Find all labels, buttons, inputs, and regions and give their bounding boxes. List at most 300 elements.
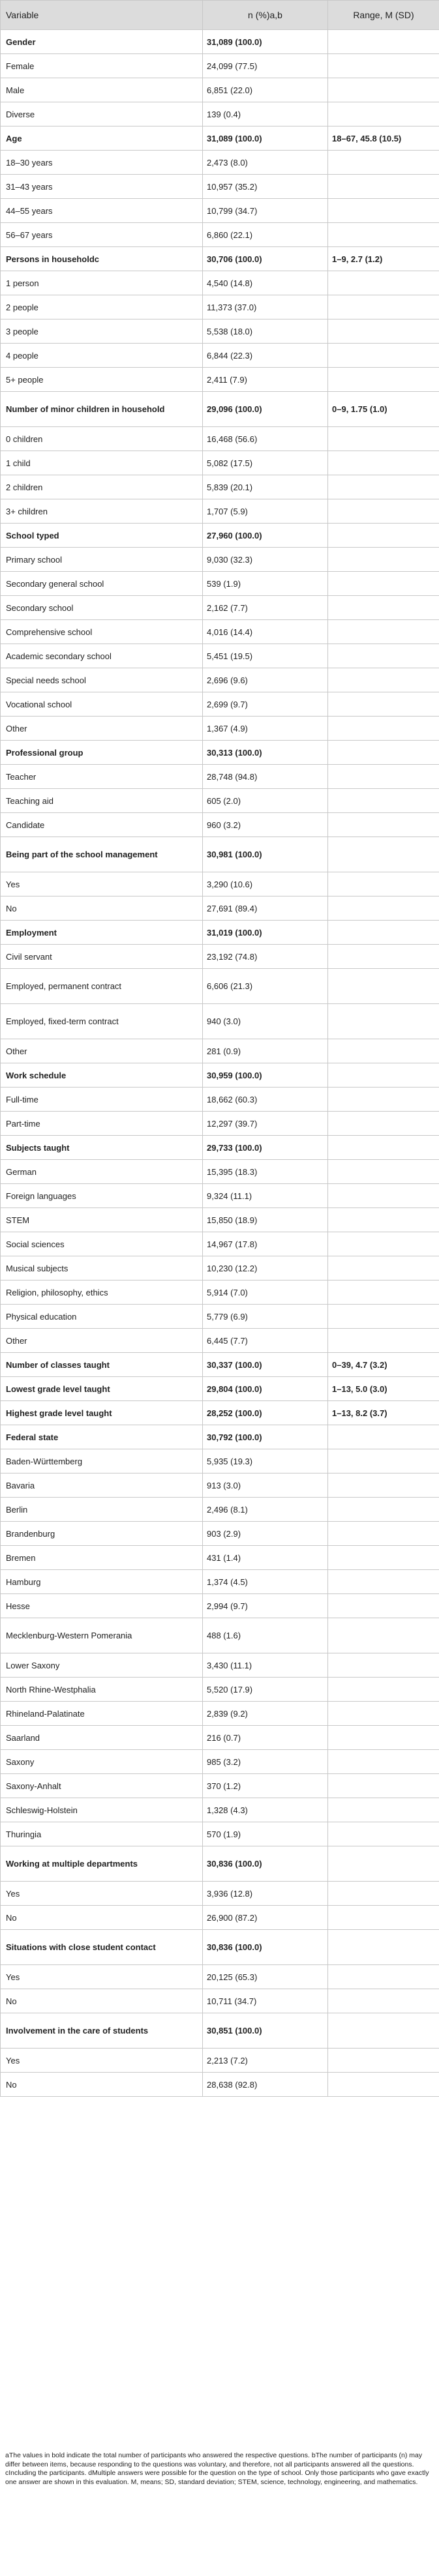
n-percent-cell: 2,696 (9.6)	[203, 668, 328, 692]
n-percent-cell: 30,337 (100.0)	[203, 1353, 328, 1377]
variable-cell: Part-time	[1, 1112, 203, 1136]
variable-cell: Full-time	[1, 1088, 203, 1112]
range-cell	[328, 1473, 439, 1498]
range-cell	[328, 2073, 439, 2097]
n-percent-cell: 5,935 (19.3)	[203, 1449, 328, 1473]
variable-cell: 44–55 years	[1, 199, 203, 223]
n-percent-cell: 31,089 (100.0)	[203, 126, 328, 151]
n-percent-cell: 6,606 (21.3)	[203, 969, 328, 1004]
n-percent-cell: 31,089 (100.0)	[203, 30, 328, 54]
table-row	[1, 1088, 439, 1112]
n-percent-cell: 5,914 (7.0)	[203, 1281, 328, 1305]
variable-cell: Number of minor children in household	[1, 392, 203, 427]
n-percent-cell: 2,839 (9.2)	[203, 1702, 328, 1726]
variable-cell: Diverse	[1, 102, 203, 126]
table-row	[1, 1305, 439, 1329]
range-cell	[328, 1702, 439, 1726]
n-percent-cell: 903 (2.9)	[203, 1522, 328, 1546]
table-row	[1, 1425, 439, 1449]
n-percent-cell: 16,468 (56.6)	[203, 427, 328, 451]
n-percent-cell: 4,016 (14.4)	[203, 620, 328, 644]
variable-cell: 1 person	[1, 271, 203, 295]
range-cell	[328, 1798, 439, 1822]
table-row	[1, 644, 439, 668]
range-cell	[328, 945, 439, 969]
table-row	[1, 1618, 439, 1653]
range-cell	[328, 524, 439, 548]
variable-cell: Federal state	[1, 1425, 203, 1449]
n-percent-cell: 28,638 (92.8)	[203, 2073, 328, 2097]
table-row	[1, 813, 439, 837]
table-row	[1, 126, 439, 151]
n-percent-cell: 2,496 (8.1)	[203, 1498, 328, 1522]
variable-cell: Employment	[1, 921, 203, 945]
n-percent-cell: 985 (3.2)	[203, 1750, 328, 1774]
table-row	[1, 223, 439, 247]
table-row	[1, 451, 439, 475]
n-percent-cell: 2,411 (7.9)	[203, 368, 328, 392]
table-row	[1, 1449, 439, 1473]
range-cell	[328, 151, 439, 175]
n-percent-cell: 5,839 (20.1)	[203, 475, 328, 499]
variable-cell: 18–30 years	[1, 151, 203, 175]
variable-cell: 3+ children	[1, 499, 203, 524]
n-percent-cell: 6,445 (7.7)	[203, 1329, 328, 1353]
table-row	[1, 1004, 439, 1039]
table-row	[1, 271, 439, 295]
variable-cell: 3 people	[1, 319, 203, 344]
table-row	[1, 295, 439, 319]
variable-cell: Age	[1, 126, 203, 151]
range-cell	[328, 717, 439, 741]
n-percent-cell: 5,451 (19.5)	[203, 644, 328, 668]
n-percent-cell: 9,324 (11.1)	[203, 1184, 328, 1208]
variable-cell: Highest grade level taught	[1, 1401, 203, 1425]
table-row	[1, 175, 439, 199]
n-percent-cell: 5,779 (6.9)	[203, 1305, 328, 1329]
n-percent-cell: 5,082 (17.5)	[203, 451, 328, 475]
variable-cell: Female	[1, 54, 203, 78]
n-percent-cell: 139 (0.4)	[203, 102, 328, 126]
table-row	[1, 1281, 439, 1305]
range-cell	[328, 644, 439, 668]
table-row	[1, 151, 439, 175]
column-header-range: Range, M (SD)	[328, 1, 439, 30]
table-row	[1, 837, 439, 872]
range-cell	[328, 1678, 439, 1702]
n-percent-cell: 14,967 (17.8)	[203, 1232, 328, 1256]
variable-cell: Yes	[1, 1965, 203, 1989]
n-percent-cell: 26,900 (87.2)	[203, 1906, 328, 1930]
n-percent-cell: 2,994 (9.7)	[203, 1594, 328, 1618]
variable-cell: Comprehensive school	[1, 620, 203, 644]
n-percent-cell: 29,804 (100.0)	[203, 1377, 328, 1401]
n-percent-cell: 10,230 (12.2)	[203, 1256, 328, 1281]
range-cell	[328, 1989, 439, 2013]
table-row	[1, 427, 439, 451]
variable-cell: Bavaria	[1, 1473, 203, 1498]
variable-cell: Vocational school	[1, 692, 203, 717]
range-cell	[328, 837, 439, 872]
n-percent-cell: 30,981 (100.0)	[203, 837, 328, 872]
variable-cell: No	[1, 2073, 203, 2097]
variable-cell: Number of classes taught	[1, 1353, 203, 1377]
variable-cell: Professional group	[1, 741, 203, 765]
range-cell	[328, 1822, 439, 1846]
table-row	[1, 78, 439, 102]
table-row	[1, 572, 439, 596]
n-percent-cell: 1,707 (5.9)	[203, 499, 328, 524]
variable-cell: 5+ people	[1, 368, 203, 392]
variable-cell: STEM	[1, 1208, 203, 1232]
n-percent-cell: 30,851 (100.0)	[203, 2013, 328, 2049]
variable-cell: Berlin	[1, 1498, 203, 1522]
range-cell	[328, 1594, 439, 1618]
n-percent-cell: 2,213 (7.2)	[203, 2049, 328, 2073]
table-row	[1, 1498, 439, 1522]
variable-cell: Baden-Württemberg	[1, 1449, 203, 1473]
variable-cell: 2 people	[1, 295, 203, 319]
variable-cell: 4 people	[1, 344, 203, 368]
variable-cell: Saarland	[1, 1726, 203, 1750]
variable-cell: Hamburg	[1, 1570, 203, 1594]
range-cell: 0–9, 1.75 (1.0)	[328, 392, 439, 427]
variable-cell: 31–43 years	[1, 175, 203, 199]
variable-cell: Yes	[1, 2049, 203, 2073]
range-cell	[328, 271, 439, 295]
n-percent-cell: 27,960 (100.0)	[203, 524, 328, 548]
variable-cell: Lowest grade level taught	[1, 1377, 203, 1401]
variable-cell: Saxony	[1, 1750, 203, 1774]
table-row	[1, 1377, 439, 1401]
range-cell	[328, 1329, 439, 1353]
variable-cell: Musical subjects	[1, 1256, 203, 1281]
table-row	[1, 1989, 439, 2013]
range-cell	[328, 2013, 439, 2049]
variable-cell: Employed, permanent contract	[1, 969, 203, 1004]
table-row	[1, 2073, 439, 2097]
range-cell	[328, 872, 439, 896]
n-percent-cell: 29,096 (100.0)	[203, 392, 328, 427]
variable-cell: No	[1, 896, 203, 921]
n-percent-cell: 3,936 (12.8)	[203, 1882, 328, 1906]
n-percent-cell: 6,851 (22.0)	[203, 78, 328, 102]
range-cell	[328, 1208, 439, 1232]
range-cell	[328, 199, 439, 223]
variable-cell: No	[1, 1989, 203, 2013]
range-cell	[328, 896, 439, 921]
n-percent-cell: 5,538 (18.0)	[203, 319, 328, 344]
range-cell	[328, 620, 439, 644]
n-percent-cell: 28,252 (100.0)	[203, 1401, 328, 1425]
range-cell	[328, 1232, 439, 1256]
n-percent-cell: 24,099 (77.5)	[203, 54, 328, 78]
range-cell	[328, 1112, 439, 1136]
n-percent-cell: 2,473 (8.0)	[203, 151, 328, 175]
n-percent-cell: 30,792 (100.0)	[203, 1425, 328, 1449]
n-percent-cell: 10,711 (34.7)	[203, 1989, 328, 2013]
variable-cell: Foreign languages	[1, 1184, 203, 1208]
column-header-variable: Variable	[1, 1, 203, 30]
variable-cell: Gender	[1, 30, 203, 54]
table-row	[1, 1678, 439, 1702]
variable-cell: Academic secondary school	[1, 644, 203, 668]
n-percent-cell: 9,030 (32.3)	[203, 548, 328, 572]
variable-cell: Work schedule	[1, 1063, 203, 1088]
range-cell	[328, 30, 439, 54]
n-percent-cell: 30,706 (100.0)	[203, 247, 328, 271]
variable-cell: 56–67 years	[1, 223, 203, 247]
table-row	[1, 1329, 439, 1353]
n-percent-cell: 12,297 (39.7)	[203, 1112, 328, 1136]
table-row	[1, 1702, 439, 1726]
n-percent-cell: 488 (1.6)	[203, 1618, 328, 1653]
table-row	[1, 1039, 439, 1063]
table-row	[1, 54, 439, 78]
table-row	[1, 1906, 439, 1930]
range-cell	[328, 1136, 439, 1160]
table-row	[1, 1473, 439, 1498]
n-percent-cell: 3,290 (10.6)	[203, 872, 328, 896]
range-cell	[328, 451, 439, 475]
range-cell	[328, 54, 439, 78]
variable-cell: Hesse	[1, 1594, 203, 1618]
range-cell	[328, 319, 439, 344]
table-row	[1, 1160, 439, 1184]
n-percent-cell: 4,540 (14.8)	[203, 271, 328, 295]
range-cell	[328, 1063, 439, 1088]
n-percent-cell: 11,373 (37.0)	[203, 295, 328, 319]
n-percent-cell: 1,328 (4.3)	[203, 1798, 328, 1822]
table-row	[1, 717, 439, 741]
range-cell	[328, 1425, 439, 1449]
n-percent-cell: 28,748 (94.8)	[203, 765, 328, 789]
range-cell	[328, 789, 439, 813]
table-row	[1, 1353, 439, 1377]
n-percent-cell: 30,959 (100.0)	[203, 1063, 328, 1088]
table-header-row	[1, 1, 439, 30]
table-row	[1, 199, 439, 223]
range-cell	[328, 548, 439, 572]
range-cell	[328, 1039, 439, 1063]
table-row	[1, 368, 439, 392]
table-row	[1, 247, 439, 271]
range-cell	[328, 1004, 439, 1039]
n-percent-cell: 605 (2.0)	[203, 789, 328, 813]
table-row	[1, 1798, 439, 1822]
variable-cell: Yes	[1, 872, 203, 896]
n-percent-cell: 18,662 (60.3)	[203, 1088, 328, 1112]
n-percent-cell: 30,836 (100.0)	[203, 1930, 328, 1965]
range-cell	[328, 368, 439, 392]
table-row	[1, 1653, 439, 1678]
range-cell	[328, 1618, 439, 1653]
variable-cell: Secondary school	[1, 596, 203, 620]
n-percent-cell: 10,799 (34.7)	[203, 199, 328, 223]
n-percent-cell: 570 (1.9)	[203, 1822, 328, 1846]
variable-cell: Brandenburg	[1, 1522, 203, 1546]
variable-cell: Social sciences	[1, 1232, 203, 1256]
range-cell	[328, 1965, 439, 1989]
range-cell	[328, 813, 439, 837]
table-row	[1, 921, 439, 945]
range-cell	[328, 1930, 439, 1965]
n-percent-cell: 2,162 (7.7)	[203, 596, 328, 620]
variable-cell: 2 children	[1, 475, 203, 499]
variable-cell: Religion, philosophy, ethics	[1, 1281, 203, 1305]
table-row	[1, 741, 439, 765]
table-row	[1, 1063, 439, 1088]
table-row	[1, 1112, 439, 1136]
range-cell	[328, 1256, 439, 1281]
range-cell	[328, 175, 439, 199]
table-row	[1, 1726, 439, 1750]
variable-cell: 1 child	[1, 451, 203, 475]
n-percent-cell: 15,395 (18.3)	[203, 1160, 328, 1184]
variable-cell: Teaching aid	[1, 789, 203, 813]
variable-cell: Candidate	[1, 813, 203, 837]
variable-cell: Civil servant	[1, 945, 203, 969]
variable-cell: Lower Saxony	[1, 1653, 203, 1678]
range-cell	[328, 1774, 439, 1798]
table-row	[1, 30, 439, 54]
table-row	[1, 945, 439, 969]
table-row	[1, 1256, 439, 1281]
n-percent-cell: 20,125 (65.3)	[203, 1965, 328, 1989]
range-cell	[328, 668, 439, 692]
n-percent-cell: 539 (1.9)	[203, 572, 328, 596]
range-cell: 1–9, 2.7 (1.2)	[328, 247, 439, 271]
variable-cell: Persons in householdc	[1, 247, 203, 271]
range-cell	[328, 1498, 439, 1522]
table-row	[1, 524, 439, 548]
table-row	[1, 344, 439, 368]
variable-cell: German	[1, 1160, 203, 1184]
variable-cell: Being part of the school management	[1, 837, 203, 872]
range-cell	[328, 499, 439, 524]
table-row	[1, 1570, 439, 1594]
table-row	[1, 2013, 439, 2049]
table-row	[1, 1930, 439, 1965]
n-percent-cell: 15,850 (18.9)	[203, 1208, 328, 1232]
variable-cell: 0 children	[1, 427, 203, 451]
variable-cell: Saxony-Anhalt	[1, 1774, 203, 1798]
table-row	[1, 896, 439, 921]
table-row	[1, 668, 439, 692]
n-percent-cell: 431 (1.4)	[203, 1546, 328, 1570]
table-row	[1, 319, 439, 344]
table-row	[1, 620, 439, 644]
range-cell	[328, 295, 439, 319]
n-percent-cell: 30,836 (100.0)	[203, 1846, 328, 1882]
variable-cell: Yes	[1, 1882, 203, 1906]
table-footnote: aThe values in bold indicate the total number of participants who answered the respective questions. bThe number of participants (n) may differ between items, because responding to the questions was voluntary, and therefore, not all participants answered all the questions. cIncluding the participants. dMultiple answers were possible for the question on the type of school. Only those participants who gave exactly one answer are shown in this evaluation. M, means; SD, standard deviation; STEM, science, technology, engineering, and mathematics.	[5, 2451, 429, 2486]
range-cell	[328, 78, 439, 102]
variable-cell: Mecklenburg-Western Pomerania	[1, 1618, 203, 1653]
table-row	[1, 1136, 439, 1160]
table-row	[1, 1594, 439, 1618]
range-cell	[328, 692, 439, 717]
range-cell: 1–13, 8.2 (3.7)	[328, 1401, 439, 1425]
variable-cell: Bremen	[1, 1546, 203, 1570]
range-cell	[328, 1281, 439, 1305]
n-percent-cell: 960 (3.2)	[203, 813, 328, 837]
variable-cell: Physical education	[1, 1305, 203, 1329]
n-percent-cell: 2,699 (9.7)	[203, 692, 328, 717]
n-percent-cell: 1,367 (4.9)	[203, 717, 328, 741]
range-cell	[328, 1088, 439, 1112]
table-row	[1, 548, 439, 572]
n-percent-cell: 30,313 (100.0)	[203, 741, 328, 765]
variable-cell: Other	[1, 1329, 203, 1353]
variable-cell: Subjects taught	[1, 1136, 203, 1160]
range-cell	[328, 596, 439, 620]
n-percent-cell: 6,860 (22.1)	[203, 223, 328, 247]
table-row	[1, 1208, 439, 1232]
table-row	[1, 1965, 439, 1989]
table-row	[1, 1522, 439, 1546]
table-row	[1, 765, 439, 789]
n-percent-cell: 1,374 (4.5)	[203, 1570, 328, 1594]
n-percent-cell: 940 (3.0)	[203, 1004, 328, 1039]
range-cell	[328, 2049, 439, 2073]
table-body	[1, 30, 439, 2097]
variable-cell: Working at multiple departments	[1, 1846, 203, 1882]
variable-cell: Secondary general school	[1, 572, 203, 596]
table-row	[1, 1774, 439, 1798]
n-percent-cell: 216 (0.7)	[203, 1726, 328, 1750]
range-cell	[328, 1522, 439, 1546]
n-percent-cell: 23,192 (74.8)	[203, 945, 328, 969]
range-cell: 0–39, 4.7 (3.2)	[328, 1353, 439, 1377]
variable-cell: Other	[1, 717, 203, 741]
range-cell	[328, 1846, 439, 1882]
table-row	[1, 1822, 439, 1846]
range-cell	[328, 1882, 439, 1906]
table-row	[1, 392, 439, 427]
table-row	[1, 1546, 439, 1570]
n-percent-cell: 281 (0.9)	[203, 1039, 328, 1063]
range-cell	[328, 1449, 439, 1473]
table-row	[1, 1232, 439, 1256]
table-row	[1, 789, 439, 813]
table-row	[1, 1184, 439, 1208]
table-row	[1, 1882, 439, 1906]
variable-cell: No	[1, 1906, 203, 1930]
table-row	[1, 1750, 439, 1774]
range-cell	[328, 475, 439, 499]
range-cell	[328, 1750, 439, 1774]
variable-cell: Other	[1, 1039, 203, 1063]
range-cell	[328, 741, 439, 765]
n-percent-cell: 3,430 (11.1)	[203, 1653, 328, 1678]
range-cell	[328, 921, 439, 945]
range-cell	[328, 223, 439, 247]
table-row	[1, 872, 439, 896]
range-cell	[328, 1305, 439, 1329]
range-cell	[328, 427, 439, 451]
range-cell	[328, 1570, 439, 1594]
n-percent-cell: 370 (1.2)	[203, 1774, 328, 1798]
variable-cell: Schleswig-Holstein	[1, 1798, 203, 1822]
variable-cell: North Rhine-Westphalia	[1, 1678, 203, 1702]
table-row	[1, 102, 439, 126]
table-row	[1, 1846, 439, 1882]
variable-cell: Involvement in the care of students	[1, 2013, 203, 2049]
variable-cell: Teacher	[1, 765, 203, 789]
n-percent-cell: 31,019 (100.0)	[203, 921, 328, 945]
table-row	[1, 692, 439, 717]
